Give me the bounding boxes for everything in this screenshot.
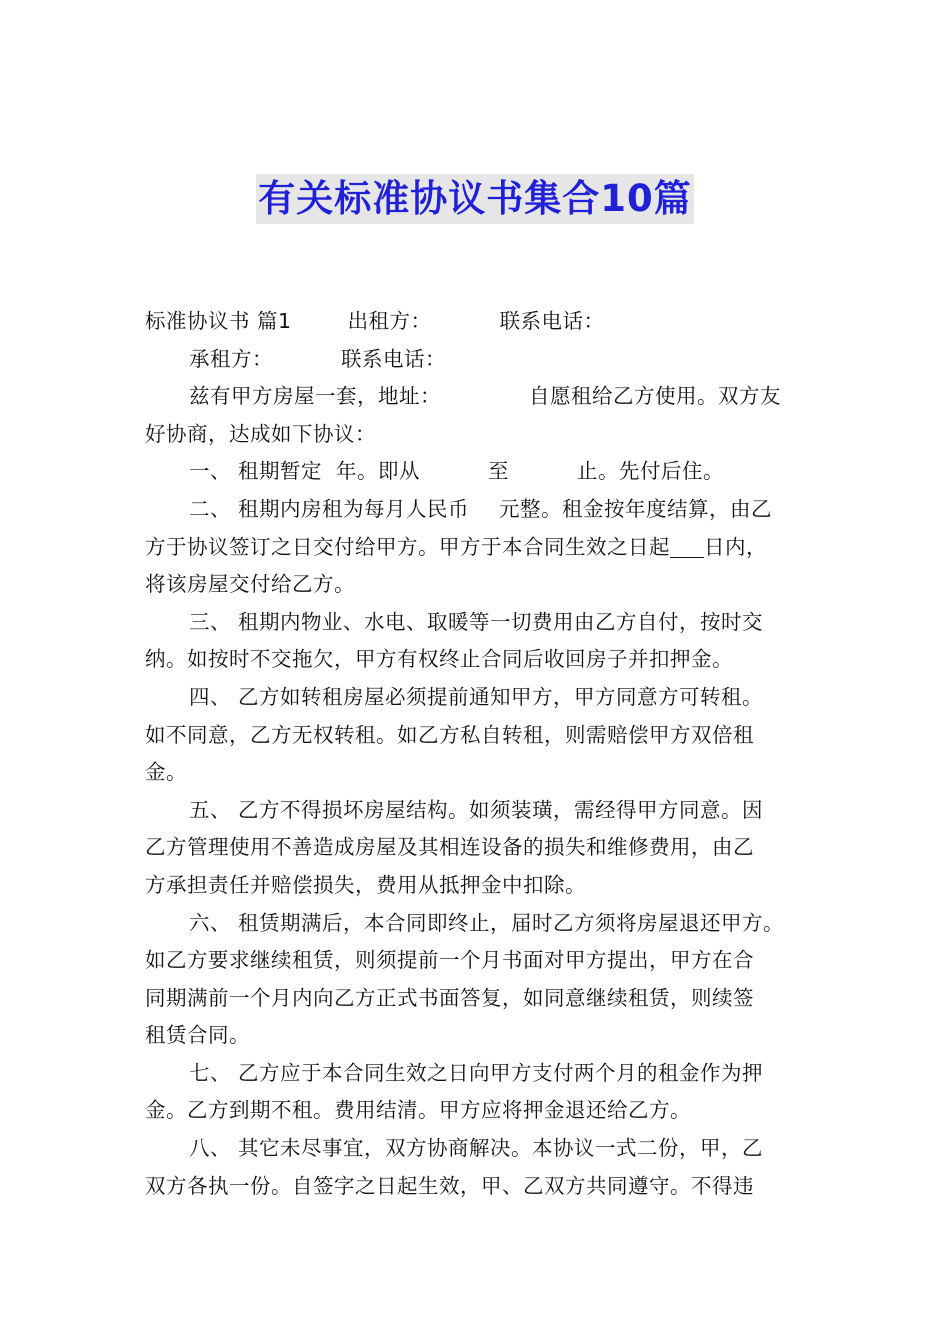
paragraph-line bbox=[145, 378, 810, 416]
paragraph-text: 将该房屋交付给乙方。 bbox=[145, 572, 355, 597]
blank-underline bbox=[670, 535, 704, 558]
paragraph-text: 自愿租给乙方使用。双方友 bbox=[529, 384, 781, 409]
paragraph-text: 方于协议签订之日交付给甲方。甲方于本合同生效之日起 bbox=[145, 534, 670, 559]
paragraph-line bbox=[145, 529, 810, 567]
tenant-phone-label: 联系电话： bbox=[341, 346, 446, 371]
paragraph-text: 五、 乙方不得损坏房屋结构。如须装璜，需经得甲方同意。因 bbox=[189, 797, 764, 822]
paragraph-text: 兹有甲方房屋一套，地址： bbox=[189, 384, 441, 409]
paragraph-line bbox=[145, 905, 810, 943]
paragraph-line bbox=[145, 491, 810, 529]
paragraph-text: 年。即从 bbox=[336, 459, 421, 484]
paragraph-text: 七、 乙方应于本合同生效之日向甲方支付两个月的租金作为押 bbox=[189, 1060, 764, 1085]
paragraph-line bbox=[145, 867, 810, 905]
paragraph-text: 日内， bbox=[704, 534, 767, 559]
document-body bbox=[145, 303, 810, 1205]
paragraph-text: 金。乙方到期不租。费用结清。甲方应将押金退还给乙方。 bbox=[145, 1098, 691, 1123]
lessor-phone-label: 联系电话： bbox=[499, 309, 605, 333]
paragraph-text: 如不同意，乙方无权转租。如乙方私自转租，则需赔偿甲方双倍租 bbox=[145, 722, 754, 747]
lessor-label: 出租方： bbox=[347, 309, 432, 333]
paragraph-text: 元整。租金按年度结算，由乙 bbox=[499, 496, 773, 521]
doc-label: 标准协议书 篇1 bbox=[145, 309, 292, 333]
paragraph-line bbox=[145, 1092, 810, 1130]
paragraph-line bbox=[145, 1055, 810, 1093]
paragraph-line bbox=[145, 604, 810, 642]
paragraph-line bbox=[145, 453, 810, 491]
paragraph-text: 四、 乙方如转租房屋必须提前通知甲方，甲方同意方可转租。 bbox=[189, 684, 764, 709]
paragraph-line bbox=[145, 566, 810, 604]
paragraph-line bbox=[145, 1130, 810, 1168]
paragraph-text: 一、 租期暂定 bbox=[189, 459, 323, 484]
paragraph-text: 金。 bbox=[145, 760, 187, 785]
paragraph-line bbox=[145, 641, 810, 679]
paragraph-text: 六、 租赁期满后，本合同即终止，届时乙方须将房屋退还甲方。 bbox=[189, 910, 785, 935]
paragraph-line bbox=[145, 1168, 810, 1206]
paragraph-text: 租赁合同。 bbox=[145, 1023, 250, 1048]
paragraph-text: 如乙方要求继续租赁，则须提前一个月书面对甲方提出，甲方在合 bbox=[145, 948, 754, 973]
paragraph-line bbox=[145, 829, 810, 867]
paragraph-line bbox=[145, 679, 810, 717]
paragraph-line bbox=[145, 416, 810, 454]
header-line bbox=[145, 303, 810, 341]
paragraph-text: 至 bbox=[488, 459, 510, 484]
tenant-line bbox=[145, 341, 810, 379]
document-title: 有关标准协议书集合10篇 bbox=[256, 174, 694, 224]
paragraph-text: 纳。如按时不交拖欠，甲方有权终止合同后收回房子并扣押金。 bbox=[145, 647, 733, 672]
paragraph-line bbox=[145, 980, 810, 1018]
paragraph-text: 三、 租期内物业、水电、取暖等一切费用由乙方自付，按时交 bbox=[189, 609, 764, 634]
paragraph-text: 双方各执一份。自签字之日起生效，甲、乙双方共同遵守。不得违 bbox=[145, 1173, 754, 1198]
paragraph-text: 方承担责任并赔偿损失，费用从抵押金中扣除。 bbox=[145, 872, 586, 897]
paragraph-line bbox=[145, 942, 810, 980]
paragraph-text: 同期满前一个月内向乙方正式书面答复，如同意继续租赁，则续签 bbox=[145, 985, 754, 1010]
title-container bbox=[0, 174, 950, 224]
paragraph-text: 八、 其它未尽事宜，双方协商解决。本协议一式二份，甲，乙 bbox=[189, 1136, 764, 1161]
paragraph-text: 好协商，达成如下协议： bbox=[145, 421, 376, 446]
paragraph-text: 止。先付后住。 bbox=[577, 459, 725, 484]
paragraph-line bbox=[145, 792, 810, 830]
paragraph-line bbox=[145, 754, 810, 792]
paragraph-text: 乙方管理使用不善造成房屋及其相连设备的损失和维修费用，由乙 bbox=[145, 835, 754, 860]
tenant-label: 承租方： bbox=[189, 346, 273, 371]
paragraph-line bbox=[145, 1017, 810, 1055]
paragraph-text: 二、 租期内房租为每月人民币 bbox=[189, 496, 470, 521]
paragraph-line bbox=[145, 717, 810, 755]
